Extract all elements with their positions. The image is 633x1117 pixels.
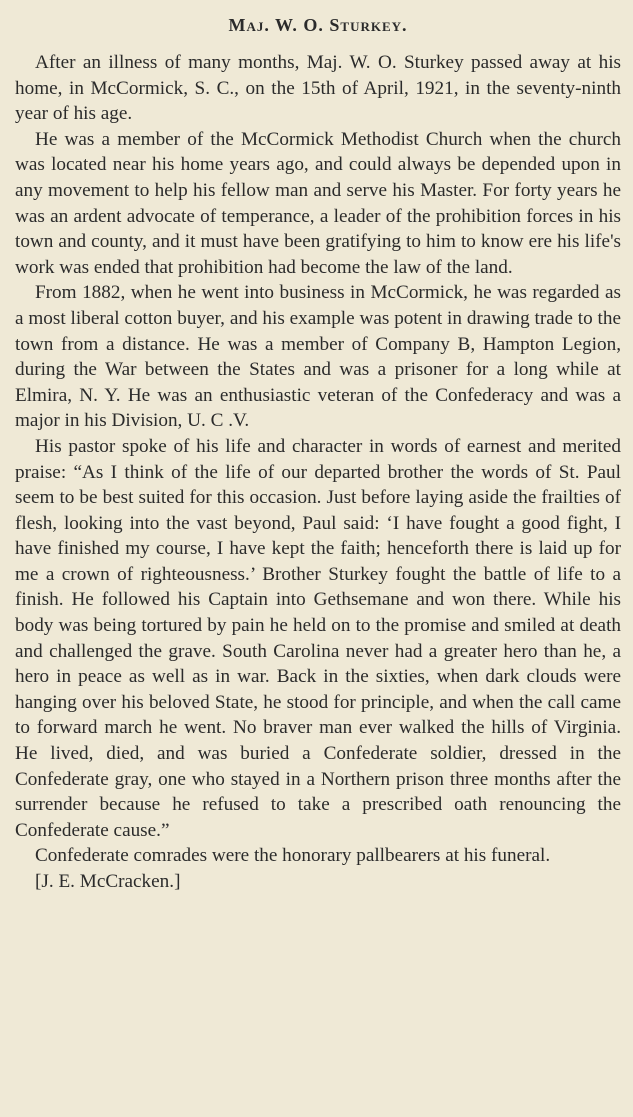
paragraph-illness: After an illness of many months, Maj. W. O. Sturkey passed away at his home, in McCormick, S. C., on the 15th of April, 1921, in the seventy-ninth year of his age. — [15, 52, 621, 125]
paragraph-funeral: Confederate comrades were the honorary pallbearers at his funeral. — [35, 845, 551, 867]
paragraph-business: From 1882, when he went into business in McCormick, he was regarded as a most liberal cotton buyer, and his example was potent in drawing trade to the town from a distance. He was a member of Company B, Hampton Legion, during the War between the States and was a prisoner for a long while at Elmira, N. Y. He was an enthusiastic veteran of the Confederacy and was a major in his Division, U. C .V. — [15, 282, 621, 432]
paragraph-pastor: His pastor spoke of his life and character in words of earnest and merited praise: “As I think of the life of our departed brother the words of St. Paul seem to be best suited for this occasion. Just before laying aside the frailties of flesh, looking into the vast beyond, Paul said: ‘I have fought a good fight, I have finished my course, I have kept the faith; henceforth there is laid up for me a crown of righteousness.’ Brother Sturkey fought the battle of life to a finish. He followed his Captain into Gethsemane and won there. While his body was being tortured by pain he held on to the promise and smiled at death and challenged the grave. South Carolina never had a greater hero than he, a hero in peace as well as in war. Back in the sixties, when dark clouds were hanging over his beloved State, he stood for principle, and when the call came to forward march he went. No braver man ever walked the hills of Virginia. He lived, died, and was buried a Confederate soldier, dressed in the Confederate gray, one who stayed in a Northern prison three months after the surrender because he refused to take a prescribed oath renouncing the Confederate cause.” — [15, 435, 621, 841]
author-signature: [J. E. McCracken.] — [35, 871, 181, 892]
article-title: Maj. W. O. Sturkey. — [228, 15, 408, 35]
paragraph-church: He was a member of the McCormick Methodist Church when the church was located near his home years ago, and could always be depended upon in any movement to help his fellow man and serve his Master. For forty years he was an ardent advocate of temperance, a leader of the prohibition forces in his town and county, and it must have been gratifying to him to know ere his life's work was ended that prohibition had become the law of the land. — [15, 128, 621, 278]
